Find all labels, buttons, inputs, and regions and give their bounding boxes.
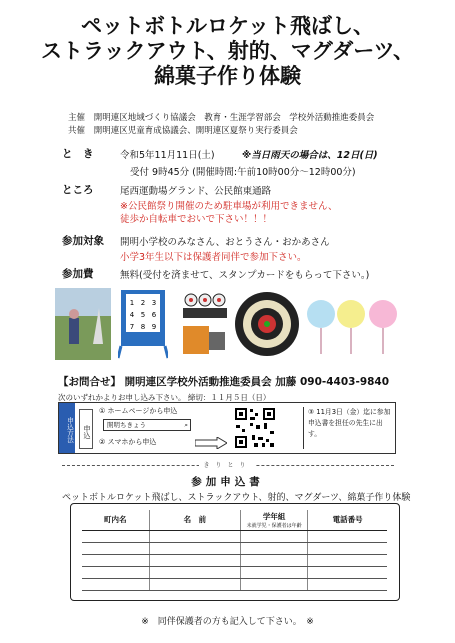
- option-homepage: ① ホームページから申込: [99, 407, 178, 415]
- svg-text:4: 4: [129, 311, 135, 319]
- form-title: 参加申込書: [191, 476, 264, 488]
- reception-time: 受付 9時45分 (開催時間:午前10時00分～12時00分): [130, 167, 356, 178]
- event-date: 令和5年11月11日(土): [120, 150, 215, 161]
- fee-text: 無料(受付を済ませて、スタンプカードをもらって下さい。): [120, 270, 370, 281]
- svg-text:1: 1: [129, 299, 135, 307]
- column-phone: 電話番号: [308, 510, 387, 530]
- table-row[interactable]: [82, 542, 387, 554]
- search-box-text: 開明ちきょう: [107, 421, 146, 429]
- application-method-box: [58, 402, 396, 454]
- host-text: 開明連区地域づくり協議会 教育・生涯学習部会 学校外活動推進委員会: [93, 113, 375, 123]
- svg-text:9: 9: [151, 323, 157, 331]
- grade-note: 未就学児・保護者は年齢: [246, 522, 302, 529]
- parking-warning-2: 徒歩か自転車でおいで下さい！！！: [120, 214, 273, 225]
- rocket-photo: [55, 288, 111, 360]
- shooting-game: [179, 288, 229, 360]
- qr-code[interactable]: [234, 407, 276, 449]
- svg-text:2: 2: [140, 299, 146, 307]
- cohost-row: [68, 124, 298, 136]
- form-subtitle: ペットボトルロケット飛ばし、ストラックアウト、射的、マグダーツ、綿菓子作り体験: [62, 493, 411, 503]
- option-teacher: ③ 11月3日（金）迄に参加申込書を担任の先生に出す。: [303, 407, 393, 449]
- flyer-title: [0, 14, 455, 89]
- svg-text:8: 8: [140, 323, 146, 331]
- method-label: 申込方法: [59, 403, 75, 453]
- target-note: 小学3年生以下は保護者同伴で参加下さい。: [120, 252, 307, 263]
- rain-date: ※当日雨天の場合は、12日(日): [242, 150, 378, 161]
- application-howto: 次のいずれかよりお申し込み下さい。 締切：１１月５日（日）: [58, 393, 271, 402]
- option-smartphone: ② スマホから申込: [99, 438, 157, 446]
- title-line-1: ペットボトルロケット飛ばし、: [81, 14, 374, 38]
- search-icon: ⌕: [184, 421, 188, 429]
- target-text: 開明小学校のみなさん、おとうさん・おかあさん: [120, 237, 330, 248]
- where-label: ところ: [62, 184, 94, 196]
- table-header-row: [82, 510, 387, 530]
- column-town: 町内名: [82, 510, 149, 530]
- form-footer-note: ※ 同伴保護者の方も記入して下さい。 ※: [141, 617, 314, 627]
- table-row[interactable]: [82, 578, 387, 590]
- application-table: [82, 510, 387, 591]
- table-row[interactable]: [82, 554, 387, 566]
- title-line-2: ストラックアウト、射的、マグダーツ、: [41, 39, 414, 63]
- arrow-icon: [195, 437, 227, 449]
- svg-text:5: 5: [140, 311, 146, 319]
- venue: 尾西運動場グランド、公民館東通路: [120, 186, 272, 197]
- activity-photos: [55, 288, 400, 360]
- column-grade: [241, 510, 308, 530]
- fee-label: 参加費: [62, 268, 94, 280]
- grade-header: 学年組: [262, 511, 286, 521]
- table-row[interactable]: [82, 530, 387, 542]
- online-label: 申込: [79, 409, 93, 449]
- when-label: と き: [62, 148, 94, 160]
- svg-text:7: 7: [129, 323, 135, 331]
- cohost-text: 開明連区児童育成協議会、開明連区夏祭り実行委員会: [93, 126, 298, 136]
- svg-text:6: 6: [151, 311, 157, 319]
- host-label: 主催: [68, 113, 86, 123]
- host-row: [68, 111, 374, 123]
- column-name: 名 前: [149, 510, 241, 530]
- search-box[interactable]: [103, 419, 191, 431]
- dartboard: [233, 288, 301, 360]
- target-label: 参加対象: [62, 235, 104, 247]
- cut-label: きりとり: [0, 460, 455, 469]
- svg-text:3: 3: [151, 299, 157, 307]
- parking-warning-1: ※公民館祭り開催のため駐車場が利用できません、: [120, 201, 338, 212]
- cohost-label: 共催: [68, 126, 86, 136]
- title-line-3: 綿菓子作り体験: [154, 64, 301, 88]
- contact-info: 【お問合せ】 開明連区学校外活動推進委員会 加藤 090-4403-9840: [58, 376, 390, 388]
- struckout-board: [118, 288, 168, 360]
- table-row[interactable]: [82, 566, 387, 578]
- cotton-candy: [307, 288, 399, 360]
